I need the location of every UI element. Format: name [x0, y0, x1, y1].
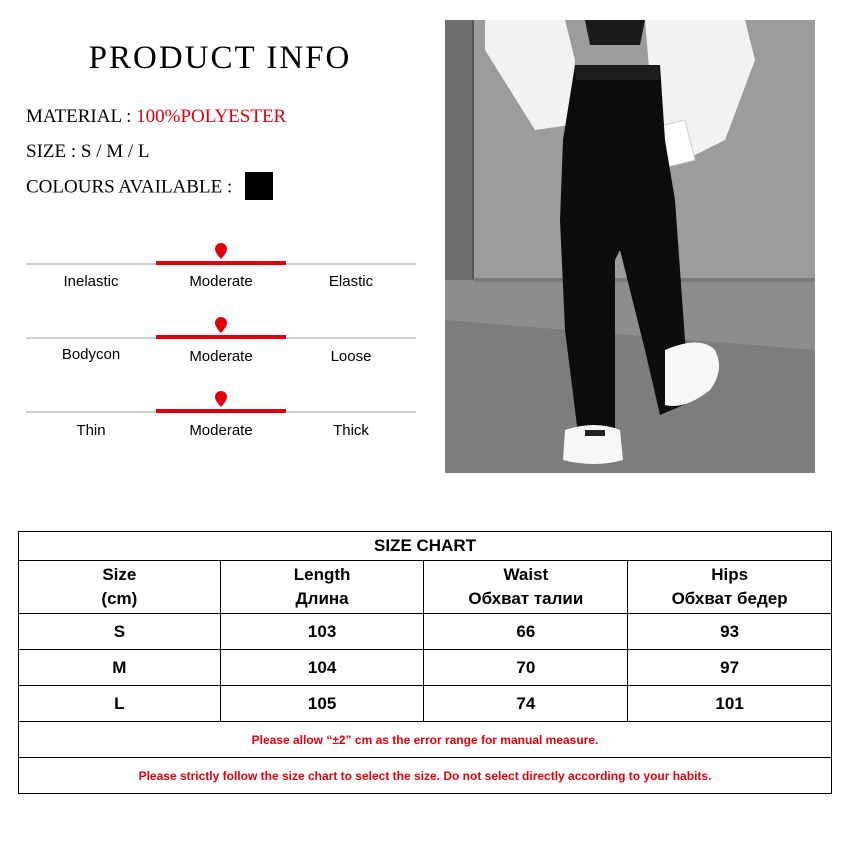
- table-cell: 66: [424, 614, 628, 650]
- scale-label-left: Inelastic: [63, 273, 119, 290]
- table-row: [19, 650, 832, 686]
- colour-swatch-black: [245, 172, 273, 200]
- header-size: [19, 561, 221, 614]
- table-cell: 70: [424, 650, 628, 686]
- colours-line: [26, 174, 273, 202]
- header-line2: Обхват бедер: [671, 589, 788, 608]
- header-length: [220, 561, 424, 614]
- header-hips: [628, 561, 832, 614]
- map-pin-icon: [215, 317, 227, 333]
- scale-label-right: Elastic: [328, 273, 374, 290]
- header-line1: Waist: [503, 565, 549, 584]
- header-line1: Hips: [711, 565, 749, 584]
- table-cell: 104: [220, 650, 424, 686]
- colours-label: COLOURS AVAILABLE :: [26, 176, 237, 198]
- scale-label-middle: Moderate: [189, 422, 253, 439]
- scale-selected-segment: [156, 261, 286, 265]
- header-line1: Length: [293, 565, 351, 584]
- table-cell: 103: [220, 614, 424, 650]
- map-pin-icon: [215, 391, 227, 407]
- material-value: 100%POLYESTER: [136, 106, 287, 127]
- table-cell: 105: [220, 686, 424, 722]
- thickness-scale: [26, 411, 416, 451]
- table-row: [19, 614, 832, 650]
- size-line: SIZE : S / M / L: [26, 141, 150, 162]
- table-cell: 93: [628, 614, 832, 650]
- scale-label-left: Thin: [76, 422, 106, 439]
- table-cell: L: [19, 686, 221, 722]
- header-line2: Обхват талии: [468, 589, 584, 608]
- header-line2: Длина: [295, 589, 349, 608]
- material-line: [26, 106, 286, 128]
- size-chart-title: SIZE CHART: [19, 532, 832, 561]
- scale-label-middle: Moderate: [189, 273, 253, 290]
- table-cell: 101: [628, 686, 832, 722]
- scale-label-middle: Moderate: [189, 348, 253, 365]
- table-cell: M: [19, 650, 221, 686]
- product-photo: [445, 20, 815, 473]
- scale-label-right: Thick: [333, 422, 369, 439]
- table-cell: 97: [628, 650, 832, 686]
- measurement-note: Please allow “±2” cm as the error range for manual measure.: [19, 722, 832, 758]
- header-line2: (cm): [101, 589, 138, 608]
- fit-scale: [26, 337, 416, 377]
- table-cell: 74: [424, 686, 628, 722]
- scale-label-right: Loose: [330, 348, 372, 365]
- scale-selected-segment: [156, 335, 286, 339]
- header-line1: Size: [102, 565, 137, 584]
- model-wearing-trousers-image: [445, 20, 815, 473]
- product-info-title: PRODUCT INFO: [88, 40, 352, 76]
- header-waist: [424, 561, 628, 614]
- scale-selected-segment: [156, 409, 286, 413]
- scale-label-left: Bodycon: [61, 346, 121, 363]
- material-label: MATERIAL :: [26, 106, 137, 127]
- table-row: [19, 686, 832, 722]
- table-cell: S: [19, 614, 221, 650]
- elasticity-scale: [26, 263, 416, 303]
- size-chart-table: [18, 531, 832, 794]
- map-pin-icon: [215, 243, 227, 259]
- size-selection-note: Please strictly follow the size chart to select the size. Do not select directly according to your habits.: [19, 758, 832, 794]
